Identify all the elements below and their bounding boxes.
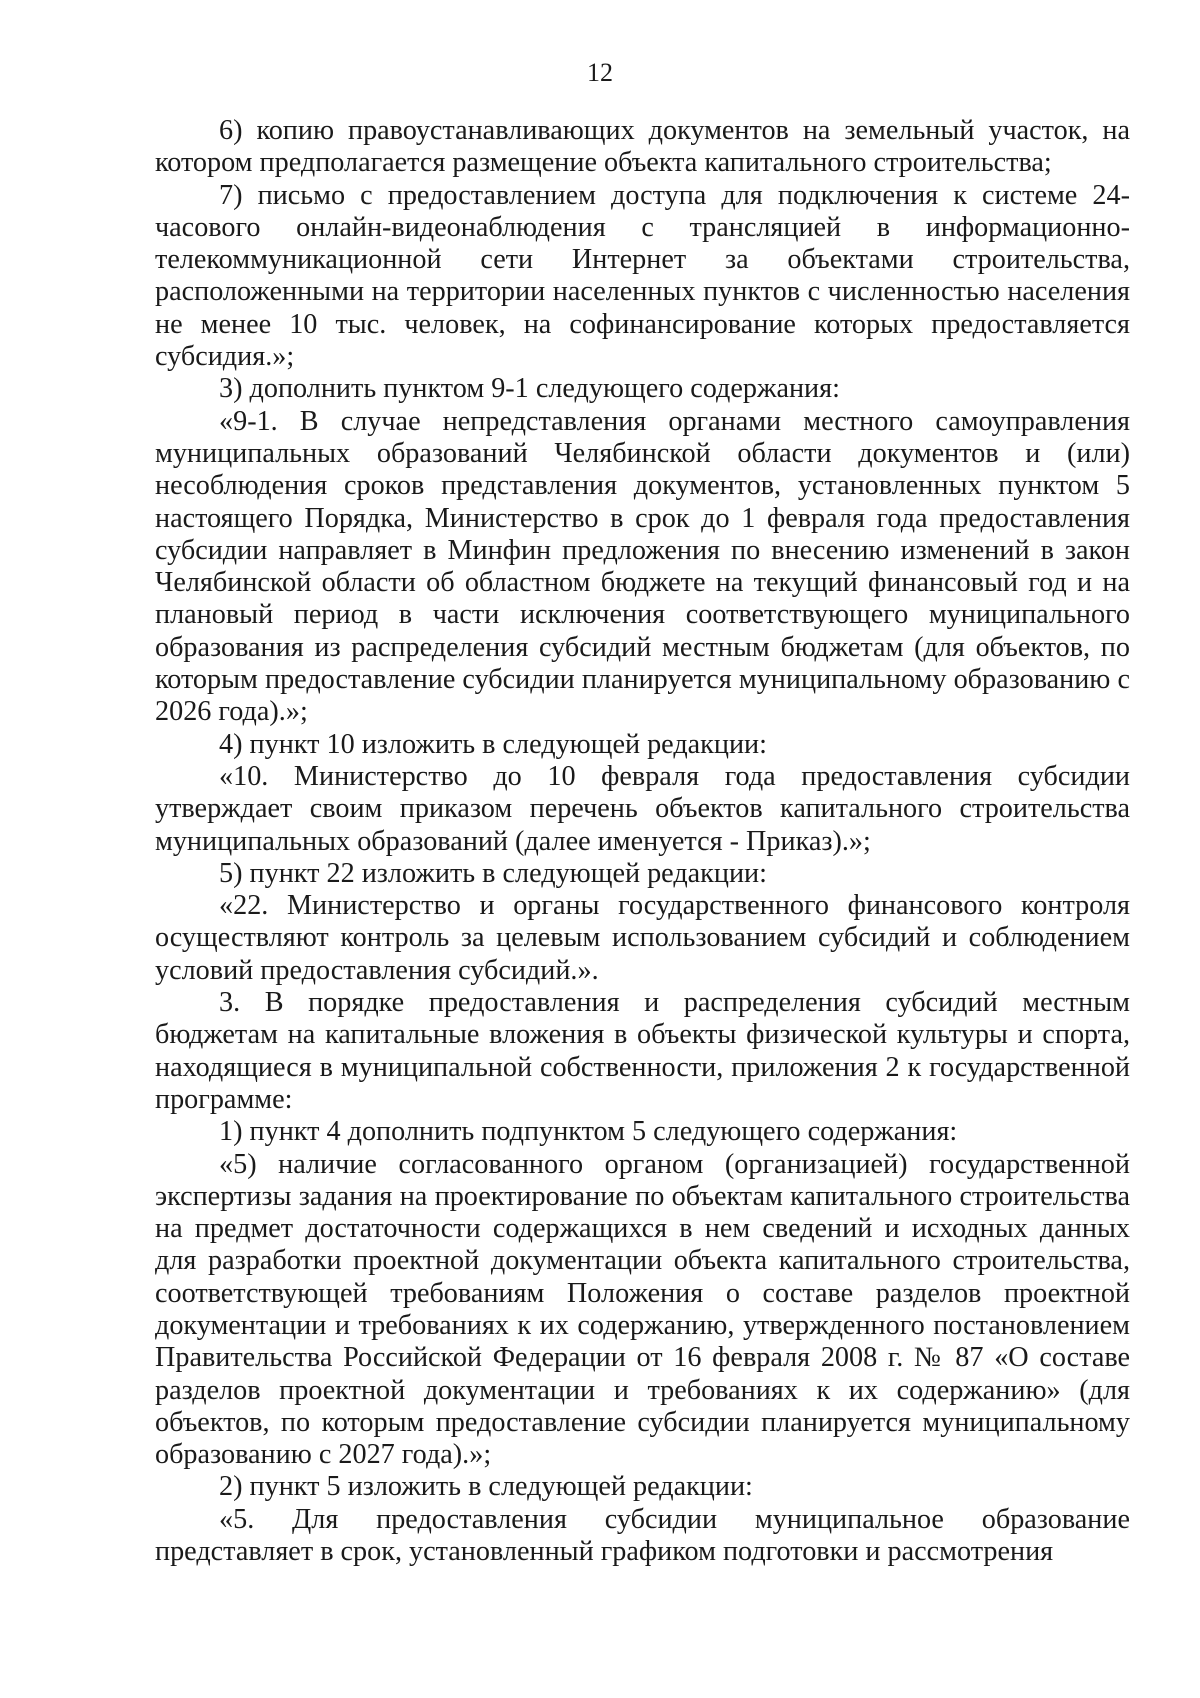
paragraph-clause-10: «10. Министерство до 10 февраля года предоставления субсидии утверждает своим приказом перечень объектов капитального строительства муниципальных образований (далее именуется - Приказ).»; xyxy=(155,760,1130,857)
paragraph-subclause-5: «5) наличие согласованного органом (организацией) государственной экспертизы задания на проектирование по объектам капитального строительства на предмет достаточности содержащихся в нем сведений и исходных данных для разработки проектной документации объекта капитального строительства, соответствующей требованиям Положения о составе разделов проектной документации и требованиях к их содержанию, утвержденного постановлением Правительства Российской Федерации от 16 февраля 2008 г. № 87 «О составе разделов проектной документации и требованиях к их содержанию» (для объектов, по которым предоставление субсидии планируется муниципальному образованию с 2027 года).»; xyxy=(155,1148,1130,1471)
paragraph-amendment-1: 1) пункт 4 дополнить подпунктом 5 следующего содержания: xyxy=(219,1116,958,1148)
document-body xyxy=(155,115,1130,1568)
paragraph-clause-5: «5. Для предоставления субсидии муниципальное образование представляет в срок, установленный графиком подготовки и рассмотрения xyxy=(155,1503,1130,1568)
paragraph-clause-9-1: «9-1. В случае непредставления органами местного самоуправления муниципальных образований Челябинской области документов и (или) несоблюдения сроков представления документов, установленных пунктом 5 настоящего Порядка, Министерство в срок до 1 февраля года предоставления субсидии направляет в Минфин предложения по внесению изменений в закон Челябинской области об областном бюджете на текущий финансовый год и на плановый период в части исключения соответствующего муниципального образования из распределения субсидий местным бюджетам (для объектов, по которым предоставление субсидии планируется муниципальному образованию с 2026 года).»; xyxy=(155,405,1130,728)
page-number: 12 xyxy=(587,58,613,87)
paragraph-section-3: 3. В порядке предоставления и распределения субсидий местным бюджетам на капитальные вложения в объекты физической культуры и спорта, находящиеся в муниципальной собственности, приложения 2 к государственной программе: xyxy=(155,987,1130,1115)
paragraph-item-7: 7) письмо с предоставлением доступа для подключения к системе 24-часового онлайн-видеонаблюдения с трансляцией в информационно-телекоммуникационной сети Интернет за объектами строительства, расположенными на территории населенных пунктов с численностью населения не менее 10 тыс. человек, на софинансирование которых предоставляется субсидия.»; xyxy=(155,179,1130,373)
paragraph-clause-22: «22. Министерство и органы государственного финансового контроля осуществляют контроль за целевым использованием субсидий и соблюдением условий предоставления субсидий.». xyxy=(155,890,1130,986)
paragraph-item-6: 6) копию правоустанавливающих документов на земельный участок, на котором предполагается размещение объекта капитального строительства; xyxy=(155,115,1130,179)
paragraph-amendment-3: 3) дополнить пунктом 9-1 следующего содержания: xyxy=(219,373,840,405)
paragraph-amendment-2: 2) пункт 5 изложить в следующей редакции: xyxy=(219,1471,753,1503)
paragraph-amendment-5: 5) пункт 22 изложить в следующей редакции: xyxy=(219,857,767,889)
paragraph-amendment-4: 4) пункт 10 изложить в следующей редакции: xyxy=(219,728,767,760)
